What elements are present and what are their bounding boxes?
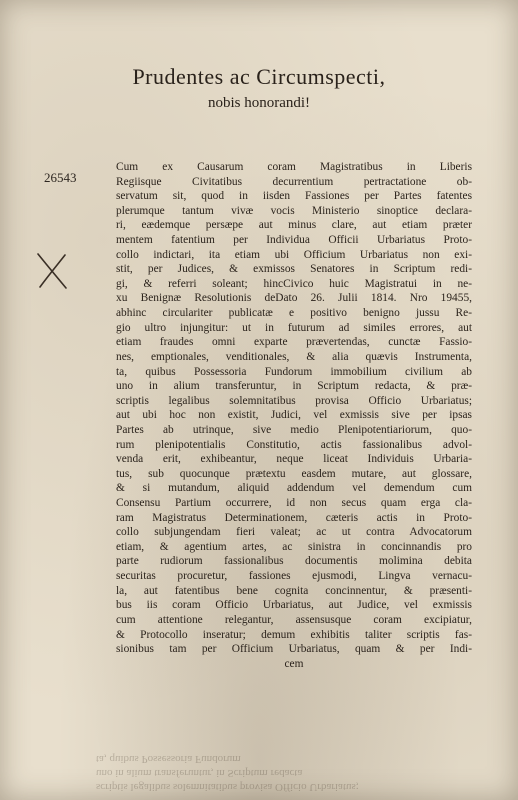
body-line: Cum ex Causarum coram Magistratibus in Liberis <box>116 161 472 173</box>
body-line: tus, sub quocunque prætextu easdem mutare, aut glossare, <box>116 467 472 480</box>
body-line: gi, & referri soleant; hincCivico huic Magistratui in ne- <box>116 277 472 290</box>
body-line: parte rudiorum fassionalibus documentis molimina debita <box>116 555 472 568</box>
body-line: & si mutandum, aliquid addendum vel demendum cum <box>116 482 472 495</box>
body-line: plerumque tantum vivæ vocis Ministerio sinoptice declara- <box>116 204 472 217</box>
body-line: sionibus tam per Officium Urbariatus, quam & per Indi- <box>116 643 472 656</box>
body-line: collo subjungendam fieri valeat; ac ut contra Advocatorum <box>116 526 472 539</box>
document-body <box>116 160 472 671</box>
document-heading: Prudentes ac Circumspecti, <box>132 64 386 89</box>
body-line: rum plenipotentialis Constitutio, actis fassionalibus advol- <box>116 438 472 451</box>
body-line: ram Magistratus Determinationem, cæteris actis in Proto- <box>116 511 472 524</box>
body-line: & Protocollo inseratur; demum exhibitis taliter scriptis fas- <box>116 628 472 641</box>
body-line: gio ultro injungitur: ut in futurum ad similes errores, aut <box>116 321 472 334</box>
body-line: collo indictari, ita etiam ubi Officium Urbariatus non exi- <box>116 248 472 261</box>
body-line: Partes ab utrinque, sive medio Plenipotentiariorum, quo- <box>116 423 472 436</box>
body-line: la, aut fatentibus bene cognita concinnentur, & præsenti- <box>116 584 472 597</box>
body-line: xu Benignæ Resolutionis deDato 26. Julii 1814. Nro 19455, <box>116 292 472 305</box>
body-line: uno in alium transferuntur, in Scriptum redacta, & præ- <box>116 380 472 393</box>
body-line: cum attentione relegantur, assensusque coram excipiatur, <box>116 613 472 626</box>
body-line: scriptis legalibus solemnitatibus provisa Officio Urbariatus; <box>116 394 472 407</box>
body-line: ta, quibus Possessoria Fundorum immobilium civilium ab <box>116 365 472 378</box>
bleed-through-text <box>96 752 426 794</box>
body-line: cem <box>284 657 304 670</box>
body-line: securitas procuretur, fassiones ejusmodi, Lingva vernacu- <box>116 570 472 583</box>
body-line: abhinc circulariter publicatæ e positivo benigno jussu Re- <box>116 307 472 320</box>
body-line: stit, per Judices, & exmissos Senatores in Scriptum redi- <box>116 263 472 276</box>
body-line: bus iis coram Officio Urbariatus, aut Judice, vel exmissis <box>116 599 472 612</box>
body-line: Consensu Partium occurrere, id non secus quam erga cla- <box>116 497 472 510</box>
handwritten-x-mark <box>32 250 72 290</box>
bleed-line: ta, quibus Possessoria Fundorum <box>96 753 241 765</box>
body-line: ri, eædemque persæpe aut minus clare, aut etiam præter <box>116 219 472 232</box>
document-subheading: nobis honorandi! <box>207 95 311 111</box>
body-line: etiam, & agentium artes, ac sinistra in concinnandis pro <box>116 540 472 553</box>
bleed-line: scriptis legalibus solemnitatibus provisa Officio Urbariatus; <box>96 781 359 793</box>
body-line: venda erit, exhibeantur, neque liceat Individuis Urbaria- <box>116 453 472 466</box>
body-line: servatum sit, quod in iisden Fassiones per Partes fatentes <box>116 190 472 203</box>
body-line: etiam fraudes omni exparte prævertendas, cunctæ Fassio- <box>116 336 472 349</box>
body-line: Regiisque Civitatibus decurrentium pertractatione ob- <box>116 175 472 188</box>
body-line: aut ubi hoc non existit, Judici, vel exmissis sive per ipsas <box>116 409 472 422</box>
body-line: nes, emptionales, venditionales, & alia quævis Instrumenta, <box>116 350 472 363</box>
reference-number: 26543 <box>44 170 77 185</box>
bleed-line: uno in alium transferuntur, in Scriptum redacta <box>96 767 303 779</box>
body-line: mentem fatentium per Individua Officii Urbariatus Proto- <box>116 234 472 247</box>
